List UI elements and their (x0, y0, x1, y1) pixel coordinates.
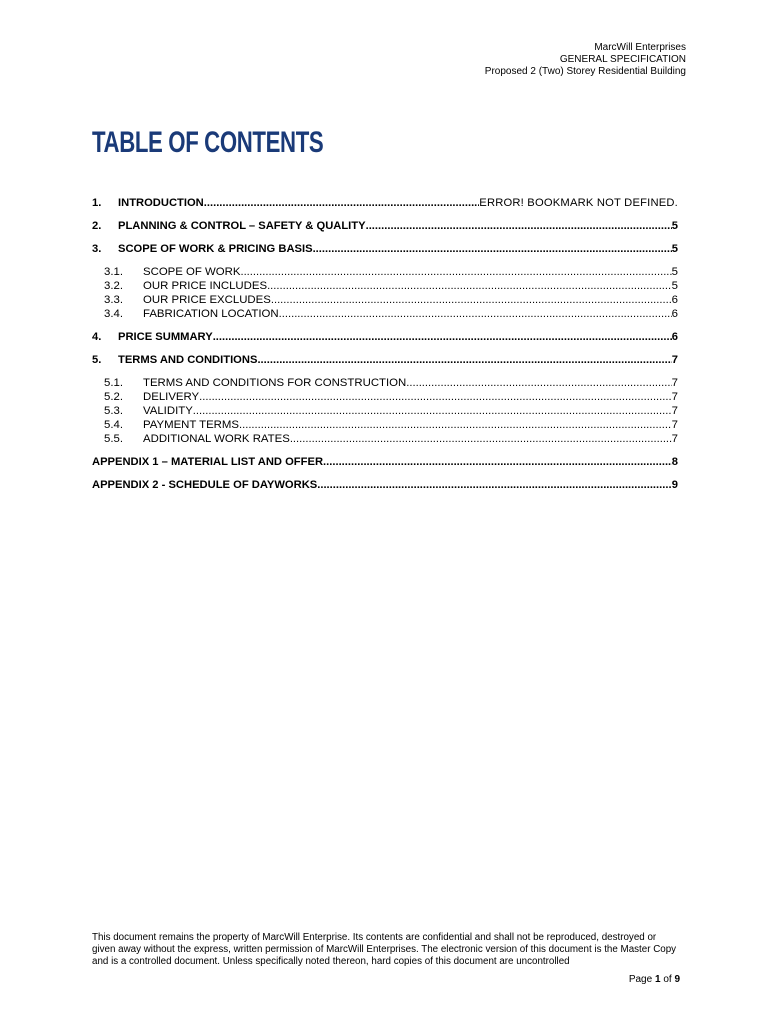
toc-number: 3.2. (104, 280, 123, 292)
header-project: Proposed 2 (Two) Storey Residential Building (484, 66, 686, 77)
page-total: 9 (674, 974, 680, 985)
page-current: 1 (654, 974, 661, 985)
toc-leader (290, 432, 672, 446)
toc-number: 5.5. (104, 433, 123, 445)
toc-leader (406, 376, 671, 390)
toc-page: 5 (671, 280, 678, 292)
header-doc-type: GENERAL SPECIFICATION (559, 54, 686, 65)
toc-leader (204, 196, 480, 210)
toc-entry-3-1[interactable] (92, 265, 678, 279)
toc-entry-appendix-2[interactable] (92, 478, 678, 492)
toc-title: PAYMENT TERMS (143, 419, 239, 431)
toc-title: ADDITIONAL WORK RATES (143, 433, 290, 445)
toc-number: 5.2. (104, 391, 123, 403)
table-of-contents (92, 196, 678, 492)
toc-leader (193, 404, 672, 418)
toc-leader (313, 242, 672, 256)
toc-leader (213, 330, 672, 344)
toc-title: SCOPE OF WORK & PRICING BASIS (118, 243, 313, 255)
toc-entry-5-1[interactable] (92, 376, 678, 390)
toc-title: OUR PRICE EXCLUDES (143, 294, 271, 306)
toc-title: DELIVERY (143, 391, 200, 403)
toc-entry-3-3[interactable] (92, 293, 678, 307)
toc-number: 2. (92, 220, 102, 232)
page-number (629, 974, 680, 985)
toc-page: 7 (671, 433, 678, 445)
toc-title: TERMS AND CONDITIONS FOR CONSTRUCTION (143, 377, 407, 389)
toc-entry-5-2[interactable] (92, 390, 678, 404)
toc-leader (257, 353, 671, 367)
toc-entry-appendix-1[interactable] (92, 455, 678, 469)
page-title: TABLE OF CONTENTS (92, 126, 324, 159)
document-header (485, 42, 686, 78)
toc-number: 3.1. (104, 266, 123, 278)
toc-number: 1. (92, 197, 102, 209)
toc-leader (240, 265, 671, 279)
confidentiality-notice: This document remains the property of MarcWill Enterprise. Its contents are confidential and shall not be reproduced, destroyed or given away without the express, written permission of MarcWill Enterprises. The electronic version of this document is the Master Copy and is a controlled document. Unless specifically noted thereon, hard copies of this document are uncontrolled (92, 932, 677, 967)
toc-entry-terms-conditions[interactable] (92, 353, 678, 367)
toc-title: FABRICATION LOCATION (143, 308, 279, 320)
toc-leader (366, 219, 672, 233)
toc-title: TERMS AND CONDITIONS (118, 354, 258, 366)
toc-leader (279, 307, 672, 321)
toc-page: 7 (671, 419, 678, 431)
toc-number: 5.1. (104, 377, 123, 389)
toc-number: 4. (92, 331, 102, 343)
toc-entry-introduction[interactable] (92, 196, 678, 210)
toc-page: 7 (671, 354, 678, 366)
toc-page-error: ERROR! BOOKMARK NOT DEFINED. (479, 197, 678, 209)
toc-title: INTRODUCTION (118, 197, 204, 209)
toc-page: 6 (671, 308, 678, 320)
toc-page: 8 (671, 456, 678, 468)
toc-number: 5.3. (104, 405, 123, 417)
toc-number: 5. (92, 354, 102, 366)
toc-leader (267, 279, 672, 293)
toc-page: 7 (671, 377, 678, 389)
toc-number: 3. (92, 243, 102, 255)
header-company: MarcWill Enterprises (594, 42, 686, 53)
toc-entry-3-4[interactable] (92, 307, 678, 321)
toc-page: 7 (671, 391, 678, 403)
toc-page: 5 (671, 243, 678, 255)
toc-number: 5.4. (104, 419, 123, 431)
page-label: Page (628, 974, 653, 985)
toc-entry-planning-control[interactable] (92, 219, 678, 233)
toc-page: 5 (671, 266, 678, 278)
page-of: of (663, 974, 672, 985)
toc-number: 3.4. (104, 308, 123, 320)
toc-entry-scope-of-work[interactable] (92, 242, 678, 256)
toc-title: APPENDIX 1 – MATERIAL LIST AND OFFER (92, 456, 324, 468)
toc-title: SCOPE OF WORK (143, 266, 241, 278)
toc-leader (317, 478, 672, 492)
toc-entry-3-2[interactable] (92, 279, 678, 293)
toc-number: 3.3. (104, 294, 123, 306)
toc-entry-5-3[interactable] (92, 404, 678, 418)
toc-entry-price-summary[interactable] (92, 330, 678, 344)
toc-entry-5-5[interactable] (92, 432, 678, 446)
toc-title: OUR PRICE INCLUDES (143, 280, 268, 292)
toc-page: 6 (671, 331, 678, 343)
toc-leader (199, 390, 672, 404)
toc-page: 7 (671, 405, 678, 417)
toc-title: VALIDITY (143, 405, 193, 417)
toc-page: 6 (671, 294, 678, 306)
toc-entry-5-4[interactable] (92, 418, 678, 432)
toc-page: 9 (671, 479, 678, 491)
toc-leader (323, 455, 672, 469)
toc-title: PLANNING & CONTROL – SAFETY & QUALITY (118, 220, 366, 232)
toc-leader (239, 418, 672, 432)
toc-title: APPENDIX 2 - SCHEDULE OF DAYWORKS (92, 479, 318, 491)
toc-title: PRICE SUMMARY (118, 331, 213, 343)
toc-leader (271, 293, 672, 307)
toc-page: 5 (671, 220, 678, 232)
